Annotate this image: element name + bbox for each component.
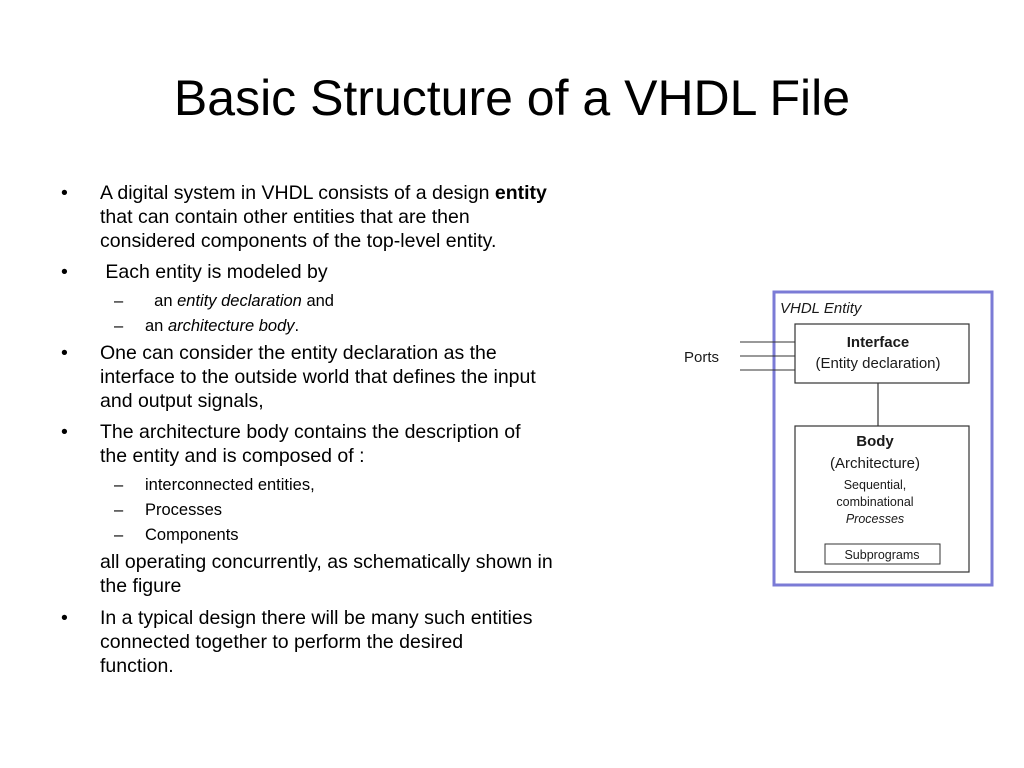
bullet-modeled-by [60, 260, 660, 284]
subbullet-marker: – [114, 292, 124, 310]
subbullet-entity-declaration [114, 291, 660, 311]
bullet-text: In a typical design there will be many such entities [100, 607, 533, 629]
subbullet-emphasis: entity declaration [177, 292, 302, 310]
subbullet-text: Processes [145, 501, 223, 519]
subbullet-marker: – [114, 526, 124, 544]
subbullet-components [114, 525, 660, 545]
bullet-marker: • [61, 261, 68, 283]
subbullet-architecture-body [114, 316, 660, 336]
bullet-marker: • [61, 607, 68, 629]
bullet-text: Each entity is modeled by [100, 261, 328, 283]
subbullet-text: . [294, 317, 300, 335]
subbullet-marker: – [114, 317, 124, 335]
bullet-emphasis: entity [494, 182, 547, 204]
bullet-text: One can consider the entity declaration as the [100, 342, 497, 364]
bullet-marker: • [61, 342, 68, 364]
bullet-design-entity [60, 181, 660, 253]
body-line: combinational [836, 495, 914, 509]
interface-title: Interface [846, 334, 910, 351]
bullet-text: and output signals, [100, 390, 264, 412]
body-title: Body [856, 433, 894, 450]
body-subtitle: (Architecture) [829, 455, 921, 472]
subbullet-emphasis: architecture body [167, 317, 295, 335]
bullet-text: A digital system in VHDL consists of a design [100, 182, 495, 204]
subbullet-interconnected [114, 475, 660, 495]
bullet-text: The architecture body contains the description of [100, 421, 521, 443]
bullet-interface [60, 341, 660, 413]
slide-body [60, 181, 660, 685]
body-line: Processes [845, 512, 905, 526]
bullet-marker: • [61, 421, 68, 443]
bullet-marker: • [61, 182, 68, 204]
subbullet-text: Components [145, 526, 239, 544]
subprograms-label: Subprograms [844, 548, 920, 562]
subbullet-marker: – [114, 501, 124, 519]
bullet-typical-design [60, 606, 660, 678]
subbullet-text: an [145, 292, 178, 310]
ports-label: Ports [684, 349, 720, 366]
subbullet-text: interconnected entities, [145, 476, 315, 494]
bullet-architecture [60, 420, 660, 468]
bullet-text: connected together to perform the desired [100, 631, 464, 653]
bullet-text: that can contain other entities that are then [100, 206, 470, 228]
bullet-text: function. [100, 655, 174, 677]
bullet-text: the entity and is composed of : [100, 445, 365, 467]
bullet-text: interface to the outside world that defines the input [100, 366, 536, 388]
subbullet-processes [114, 500, 660, 520]
subbullet-marker: – [114, 476, 124, 494]
paragraph-text: all operating concurrently, as schematically shown in [100, 551, 553, 573]
bullet-text: considered components of the top-level entity. [100, 230, 497, 252]
subbullet-text: and [301, 292, 334, 310]
entity-frame-label: VHDL Entity [780, 300, 862, 317]
paragraph-text: the figure [100, 575, 182, 597]
subbullet-text: an [145, 317, 168, 335]
body-line: Sequential, [843, 478, 907, 492]
vhdl-entity-diagram [680, 288, 1000, 588]
interface-box [795, 324, 969, 383]
paragraph-concurrency [100, 550, 660, 598]
slide-title: Basic Structure of a VHDL File [173, 70, 851, 126]
interface-subtitle: (Entity declaration) [815, 355, 941, 372]
